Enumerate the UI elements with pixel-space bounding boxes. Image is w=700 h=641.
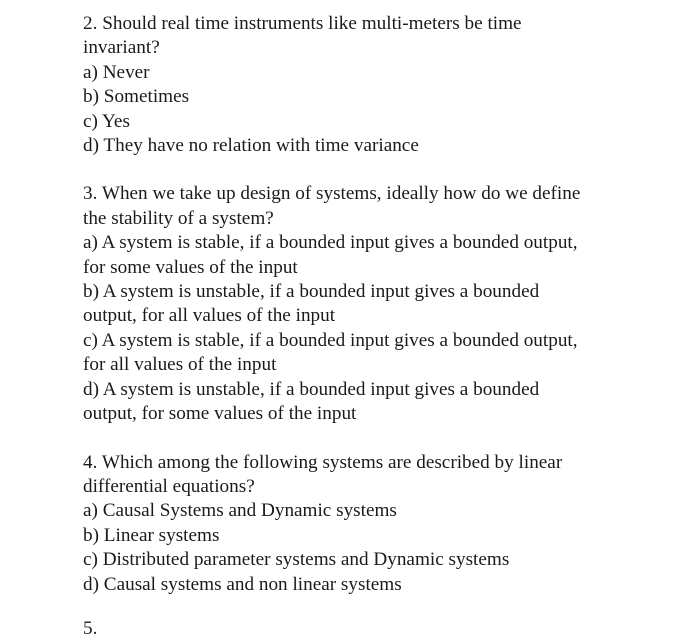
question-document	[83, 12, 683, 621]
option-d: d) A system is unstable, if a bounded input gives a bounded output, for some values of the input	[83, 378, 540, 425]
option-c: c) A system is stable, if a bounded input gives a bounded output, for all values of the input	[83, 329, 578, 376]
question-2	[83, 12, 683, 158]
option-b: b) Linear systems	[83, 524, 220, 546]
question-4	[83, 451, 683, 597]
option-b: b) A system is unstable, if a bounded input gives a bounded output, for all values of the input	[83, 281, 540, 327]
option-b: b) Sometimes	[83, 86, 190, 108]
option-c: c) Distributed parameter systems and Dynamic systems	[83, 549, 510, 571]
option-a: a) Causal Systems and Dynamic systems	[83, 500, 397, 522]
option-a: a) A system is stable, if a bounded input gives a bounded output, for some values of the input	[83, 232, 578, 278]
question-text: 3. When we take up design of systems, ideally how do we define the stability of a system?	[83, 183, 581, 229]
question-text: 2. Should real time instruments like multi-meters be time invariant?	[83, 13, 522, 59]
question-text: 4. Which among the following systems are described by linear differential equations?	[83, 451, 563, 497]
option-d: d) They have no relation with time variance	[83, 135, 419, 157]
option-d: d) Causal systems and non linear systems	[83, 573, 402, 595]
option-c: c) Yes	[83, 110, 130, 132]
question-3	[83, 182, 683, 426]
option-a: a) Never	[83, 61, 150, 83]
question-5-partial-number: 5.	[83, 618, 98, 639]
